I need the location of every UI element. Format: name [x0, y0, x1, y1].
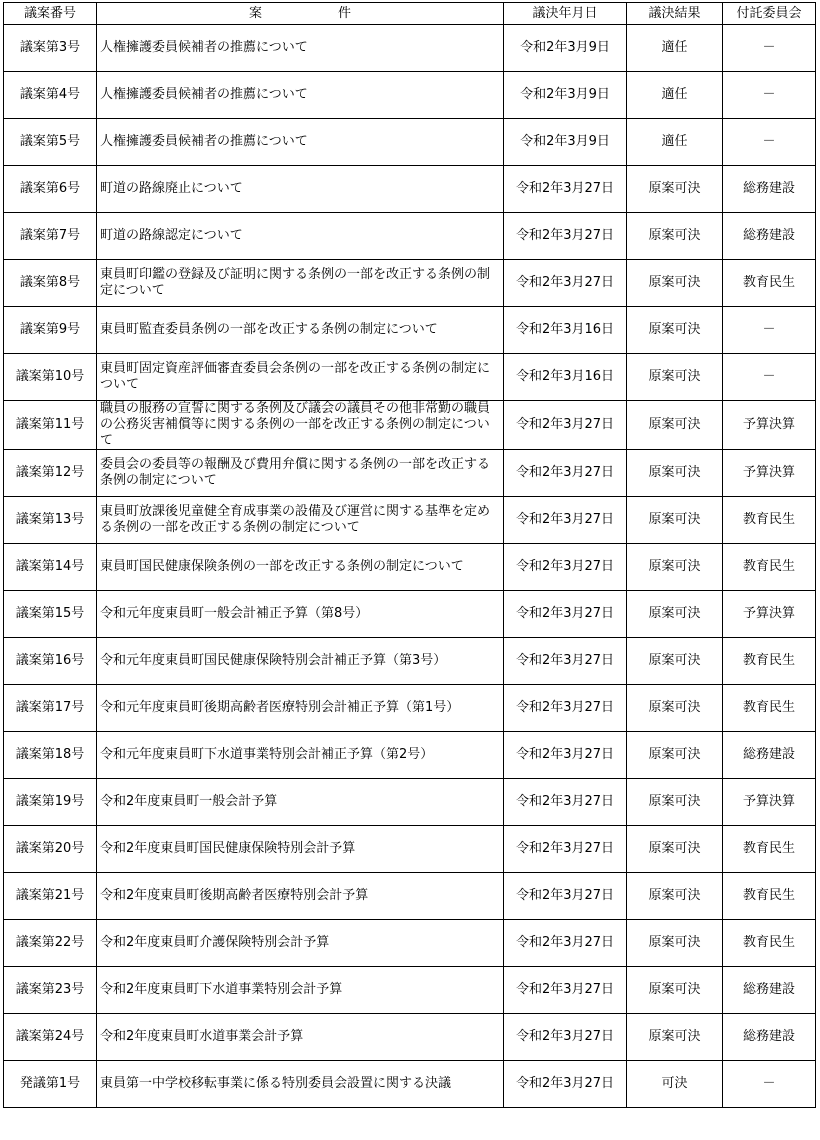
row-number: 議案第15号 — [4, 591, 97, 638]
row-date: 令和2年3月27日 — [504, 873, 627, 920]
row-number: 議案第8号 — [4, 260, 97, 307]
row-committee: － — [723, 1061, 816, 1108]
row-title: 人権擁護委員候補者の推薦について — [97, 25, 504, 72]
row-committee: 教育民生 — [723, 685, 816, 732]
row-number: 議案第9号 — [4, 307, 97, 354]
row-title: 令和2年度東員町水道事業会計予算 — [97, 1014, 504, 1061]
row-date: 令和2年3月27日 — [504, 779, 627, 826]
row-number: 議案第11号 — [4, 401, 97, 450]
table-row — [4, 873, 816, 920]
header-date: 議決年月日 — [504, 3, 627, 25]
row-title: 町道の路線認定について — [97, 213, 504, 260]
row-number: 議案第22号 — [4, 920, 97, 967]
row-date: 令和2年3月9日 — [504, 72, 627, 119]
table-row — [4, 638, 816, 685]
row-title: 人権擁護委員候補者の推薦について — [97, 119, 504, 166]
row-date: 令和2年3月27日 — [504, 638, 627, 685]
row-committee: 総務建設 — [723, 1014, 816, 1061]
row-number: 議案第18号 — [4, 732, 97, 779]
row-result: 適任 — [627, 119, 723, 166]
table-row — [4, 354, 816, 401]
row-committee: 予算決算 — [723, 450, 816, 497]
row-date: 令和2年3月16日 — [504, 307, 627, 354]
row-result: 適任 — [627, 72, 723, 119]
row-date: 令和2年3月27日 — [504, 732, 627, 779]
row-result: 原案可決 — [627, 307, 723, 354]
row-title: 職員の服務の宣誓に関する条例及び議会の議員その他非常勤の職員の公務災害補償等に関する条例の一部を改正する条例の制定について — [97, 401, 504, 450]
table-row — [4, 25, 816, 72]
row-committee: 教育民生 — [723, 638, 816, 685]
row-date: 令和2年3月27日 — [504, 1061, 627, 1108]
row-committee: 予算決算 — [723, 591, 816, 638]
row-title: 東員町放課後児童健全育成事業の設備及び運営に関する基準を定める条例の一部を改正する条例の制定について — [97, 497, 504, 544]
row-number: 議案第13号 — [4, 497, 97, 544]
header-committee: 付託委員会 — [723, 3, 816, 25]
row-result: 原案可決 — [627, 779, 723, 826]
row-committee: － — [723, 354, 816, 401]
row-date: 令和2年3月16日 — [504, 354, 627, 401]
row-title: 東員第一中学校移転事業に係る特別委員会設置に関する決議 — [97, 1061, 504, 1108]
row-committee: 教育民生 — [723, 920, 816, 967]
resolutions-table — [3, 2, 816, 1108]
table-header-row — [4, 3, 816, 25]
row-result: 原案可決 — [627, 685, 723, 732]
row-title: 町道の路線廃止について — [97, 166, 504, 213]
header-title-right: 件 — [338, 5, 352, 21]
row-result: 原案可決 — [627, 873, 723, 920]
table-row — [4, 119, 816, 166]
row-result: 原案可決 — [627, 920, 723, 967]
row-committee: 総務建設 — [723, 166, 816, 213]
table-row — [4, 732, 816, 779]
row-number: 議案第17号 — [4, 685, 97, 732]
table-row — [4, 967, 816, 1014]
table-row — [4, 260, 816, 307]
row-title: 令和2年度東員町一般会計予算 — [97, 779, 504, 826]
row-date: 令和2年3月27日 — [504, 497, 627, 544]
row-committee: 教育民生 — [723, 873, 816, 920]
row-committee: 総務建設 — [723, 967, 816, 1014]
table-row — [4, 1061, 816, 1108]
table-row — [4, 450, 816, 497]
table-row — [4, 166, 816, 213]
row-date: 令和2年3月27日 — [504, 1014, 627, 1061]
row-committee: 教育民生 — [723, 826, 816, 873]
row-committee: 教育民生 — [723, 544, 816, 591]
table-row — [4, 826, 816, 873]
row-result: 原案可決 — [627, 497, 723, 544]
table-row — [4, 685, 816, 732]
row-number: 議案第4号 — [4, 72, 97, 119]
row-committee: 総務建設 — [723, 732, 816, 779]
row-number: 議案第19号 — [4, 779, 97, 826]
row-number: 議案第24号 — [4, 1014, 97, 1061]
row-result: 原案可決 — [627, 967, 723, 1014]
row-number: 議案第10号 — [4, 354, 97, 401]
row-date: 令和2年3月27日 — [504, 544, 627, 591]
row-number: 議案第3号 — [4, 25, 97, 72]
row-date: 令和2年3月27日 — [504, 591, 627, 638]
row-title: 令和元年度東員町一般会計補正予算（第8号） — [97, 591, 504, 638]
row-title: 令和元年度東員町後期高齢者医療特別会計補正予算（第1号） — [97, 685, 504, 732]
row-number: 発議第1号 — [4, 1061, 97, 1108]
row-date: 令和2年3月9日 — [504, 119, 627, 166]
table-body — [4, 25, 816, 1108]
row-date: 令和2年3月27日 — [504, 166, 627, 213]
header-title-left: 案 — [248, 5, 262, 21]
row-title: 東員町監査委員条例の一部を改正する条例の制定について — [97, 307, 504, 354]
row-title: 東員町印鑑の登録及び証明に関する条例の一部を改正する条例の制定について — [97, 260, 504, 307]
row-number: 議案第14号 — [4, 544, 97, 591]
table-row — [4, 307, 816, 354]
table-row — [4, 779, 816, 826]
table-row — [4, 497, 816, 544]
row-result: 原案可決 — [627, 732, 723, 779]
table-row — [4, 401, 816, 450]
row-result: 原案可決 — [627, 354, 723, 401]
row-result: 原案可決 — [627, 826, 723, 873]
row-date: 令和2年3月27日 — [504, 826, 627, 873]
row-number: 議案第16号 — [4, 638, 97, 685]
table-row — [4, 920, 816, 967]
header-title — [97, 3, 504, 25]
row-result: 原案可決 — [627, 544, 723, 591]
row-date: 令和2年3月9日 — [504, 25, 627, 72]
row-committee: － — [723, 307, 816, 354]
row-date: 令和2年3月27日 — [504, 401, 627, 450]
row-date: 令和2年3月27日 — [504, 967, 627, 1014]
row-committee: － — [723, 119, 816, 166]
table-row — [4, 544, 816, 591]
row-date: 令和2年3月27日 — [504, 213, 627, 260]
row-number: 議案第21号 — [4, 873, 97, 920]
row-result: 可決 — [627, 1061, 723, 1108]
row-title: 令和2年度東員町介護保険特別会計予算 — [97, 920, 504, 967]
row-committee: 教育民生 — [723, 497, 816, 544]
row-date: 令和2年3月27日 — [504, 685, 627, 732]
row-title: 令和2年度東員町後期高齢者医療特別会計予算 — [97, 873, 504, 920]
row-committee: 教育民生 — [723, 260, 816, 307]
row-committee: 予算決算 — [723, 779, 816, 826]
table-row — [4, 1014, 816, 1061]
row-title: 令和2年度東員町国民健康保険特別会計予算 — [97, 826, 504, 873]
row-number: 議案第23号 — [4, 967, 97, 1014]
table-row — [4, 591, 816, 638]
row-date: 令和2年3月27日 — [504, 260, 627, 307]
table-row — [4, 72, 816, 119]
row-date: 令和2年3月27日 — [504, 920, 627, 967]
row-result: 原案可決 — [627, 450, 723, 497]
row-result: 原案可決 — [627, 591, 723, 638]
table-row — [4, 213, 816, 260]
row-number: 議案第5号 — [4, 119, 97, 166]
row-result: 原案可決 — [627, 638, 723, 685]
row-result: 適任 — [627, 25, 723, 72]
row-committee: － — [723, 72, 816, 119]
row-number: 議案第20号 — [4, 826, 97, 873]
row-result: 原案可決 — [627, 401, 723, 450]
row-title: 令和元年度東員町国民健康保険特別会計補正予算（第3号） — [97, 638, 504, 685]
row-title: 令和元年度東員町下水道事業特別会計補正予算（第2号） — [97, 732, 504, 779]
row-title: 人権擁護委員候補者の推薦について — [97, 72, 504, 119]
row-date: 令和2年3月27日 — [504, 450, 627, 497]
row-title: 東員町国民健康保険条例の一部を改正する条例の制定について — [97, 544, 504, 591]
header-result: 議決結果 — [627, 3, 723, 25]
row-number: 議案第6号 — [4, 166, 97, 213]
row-title: 令和2年度東員町下水道事業特別会計予算 — [97, 967, 504, 1014]
row-result: 原案可決 — [627, 166, 723, 213]
header-number: 議案番号 — [4, 3, 97, 25]
row-result: 原案可決 — [627, 260, 723, 307]
row-result: 原案可決 — [627, 213, 723, 260]
row-committee: － — [723, 25, 816, 72]
row-number: 議案第7号 — [4, 213, 97, 260]
row-title: 東員町固定資産評価審査委員会条例の一部を改正する条例の制定について — [97, 354, 504, 401]
row-number: 議案第12号 — [4, 450, 97, 497]
row-result: 原案可決 — [627, 1014, 723, 1061]
row-committee: 予算決算 — [723, 401, 816, 450]
row-committee: 総務建設 — [723, 213, 816, 260]
row-title: 委員会の委員等の報酬及び費用弁償に関する条例の一部を改正する条例の制定について — [97, 450, 504, 497]
